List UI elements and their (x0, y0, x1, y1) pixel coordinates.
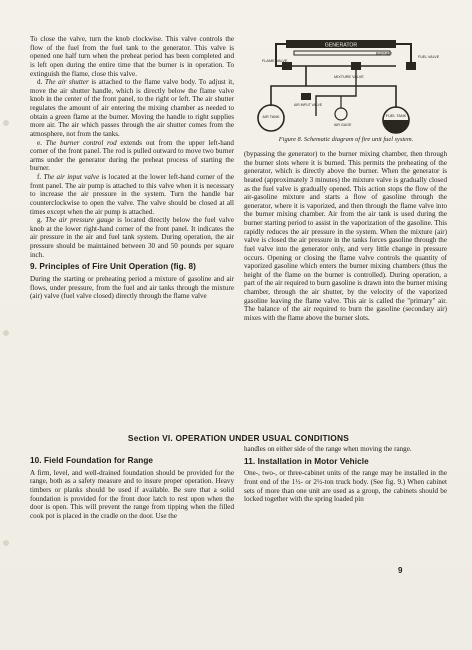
para-10-cont: handles on either side of the range when moving the range. (244, 445, 412, 453)
item-g-paragraph: g. The air pressure gauge is located directly below the fuel valve knob at the lower right-hand corner of the front panel. It indicates the air pressure in the air and fuel tank system. During operation, the air pressure should be maintained between 30 and 50 pounds per square inch. (30, 216, 234, 259)
bottom-left-column (30, 453, 234, 520)
heading-10: 10. Field Foundation for Range (30, 456, 154, 465)
punch-hole (3, 120, 9, 126)
left-column (30, 35, 234, 301)
intro-paragraph: To close the valve, turn the knob clockwise. This valve controls the flow of the fuel from the fuel tank to the generator. This valve is opened one half turn when the preheat period has been completed and is left open during the entire time that the burner is in operation. To extinguish the flame, close this valve. (30, 35, 234, 78)
punch-hole (3, 540, 9, 546)
right-paragraph: (bypassing the generator) to the burner mixing chamber, then through the burner slots where it is burned. This permits the preheating of the generator, which is directly above the burner. When the generator is heated (approximately 3 minutes) the mixture valve is gradually closed as the fuel valve is gradually opened. This action stops the flow of the air-gasoline mixture and starts a flow of gasoline through the generator, where it is vaporized, and then through the flame valve into the burner mixing chamber. Air from the air tank is used during the burner starting period to assist in the vaporization of the gasoline. This rapidly reduces the air pressure in the system. When the mixture (air) valve is closed the air pressure in the tanks forces gasoline through the fuel valve into the generator only, and very little change in pressure occurs. Opening or closing the flame valve controls the quantity of vaporized gasoline which enters the burner mixing chambers (thus the height of the flame on the burner is controlled). During operation, a part of the air required to burn gasoline is drawn into the burner mixing chamber, through the air shutter, by the velocity of the vaporized gasoline leaving the flame valve. This air is called the "primary" air. The balance of the air required to burn the gasoline (secondary air) mixes with the flame above the burner slots. (244, 150, 447, 322)
flame-valve-shape (282, 62, 292, 70)
item-d-term: The air shutter (44, 78, 89, 87)
fuel-tank-label: FUEL TANK (385, 114, 407, 118)
air-gage-shape (335, 108, 347, 120)
para-11: One-, two-, or three-cabinet units of the range may be installed in the front end of the 1½- or 2½-ton truck body. (See fig. 9.) When cabinet sets of more than one unit are used as a group, the cabinets should be locked together with the spring loaded pin (244, 469, 447, 504)
fuel-valve-label: FUEL VALVE (418, 55, 440, 59)
item-g-term: The air pressure gauge (45, 216, 115, 225)
air-input-valve-shape (301, 93, 311, 100)
pipe (271, 66, 306, 106)
generator-label: GENERATOR (324, 42, 358, 49)
heading-11: 11. Installation in Motor Vehicle (244, 456, 369, 466)
item-d-paragraph: d. The air shutter is attached to the flame valve body. To adjust it, move the air shutter handle, which is directly below the flame valve knob in the center of the front panel, to the right or left. The air shutter regulates the amount of air entering the mixing chamber as needed to obtain a green flame at the burner. Moving the handle to right supplies more air. The air which passes through the air shutter comes from the atmosphere, not from the tanks. (30, 78, 235, 138)
section-heading: Section VI. OPERATION UNDER USUAL CONDITIONS (127, 433, 350, 443)
para-9: During the starting or preheating period a mixture of gasoline and air flows, under pressure, from the fuel and air tanks through the mixture (air) valve (fuel valve closed) directly through the flame valve (30, 274, 234, 301)
fuel-level (383, 120, 409, 133)
air-input-valve-label: AIR INPUT VALVE (294, 103, 323, 107)
bottom-right-column (244, 445, 447, 504)
fuel-system-diagram (246, 36, 446, 148)
punch-hole (3, 330, 9, 336)
figure-caption: Figure 8. Schematic diagram of fire unit fuel system. (278, 136, 414, 143)
right-column (244, 150, 447, 323)
para-10: A firm, level, and well-drained foundation should be provided for the range, both as a safety measure and to insure proper operation. Heavy timbers or planks should be used if available. Be sure that a solid foundation is provided for the front door latch to rest upon when the door is open. This will prevent the range from tipping when the filled cook pot is placed in the cradle on the door. Use the (30, 468, 234, 520)
item-e-paragraph: e. The burner control rod extends out from the upper left-hand corner of the front panel. The rod is pulled outward to move two burner arms under the generator during the preheat process of starting the burner. (30, 138, 234, 173)
fuel-valve-shape (406, 62, 416, 70)
page-number: 9 (398, 566, 403, 575)
heading-9: 9. Principles of Fire Unit Operation (fig. 8) (30, 262, 196, 272)
air-gage-label: AIR GAGE (334, 123, 352, 127)
item-e-term: The burner control rod (45, 138, 117, 147)
binding-edge (0, 0, 14, 650)
burner-label: BURNER (376, 51, 393, 56)
item-f-term: The air input valve (43, 173, 100, 181)
mixture-valve-label: MIXTURE VALVE (334, 75, 364, 79)
air-tank-label: AIR TANK (262, 115, 280, 119)
pipe (316, 66, 356, 116)
mixture-valve-shape (351, 62, 361, 70)
flame-valve-label: FLAME VALVE (262, 59, 288, 63)
item-f-paragraph: f. The air input valve is located at the lower left-hand corner of the front panel. The air pump is attached to this valve when it is necessary to increase the air pressure in the system. Turn the handle bar counterclockwise to open the valve. The valve should be closed at all times except when the air pump is attached. (30, 173, 234, 216)
